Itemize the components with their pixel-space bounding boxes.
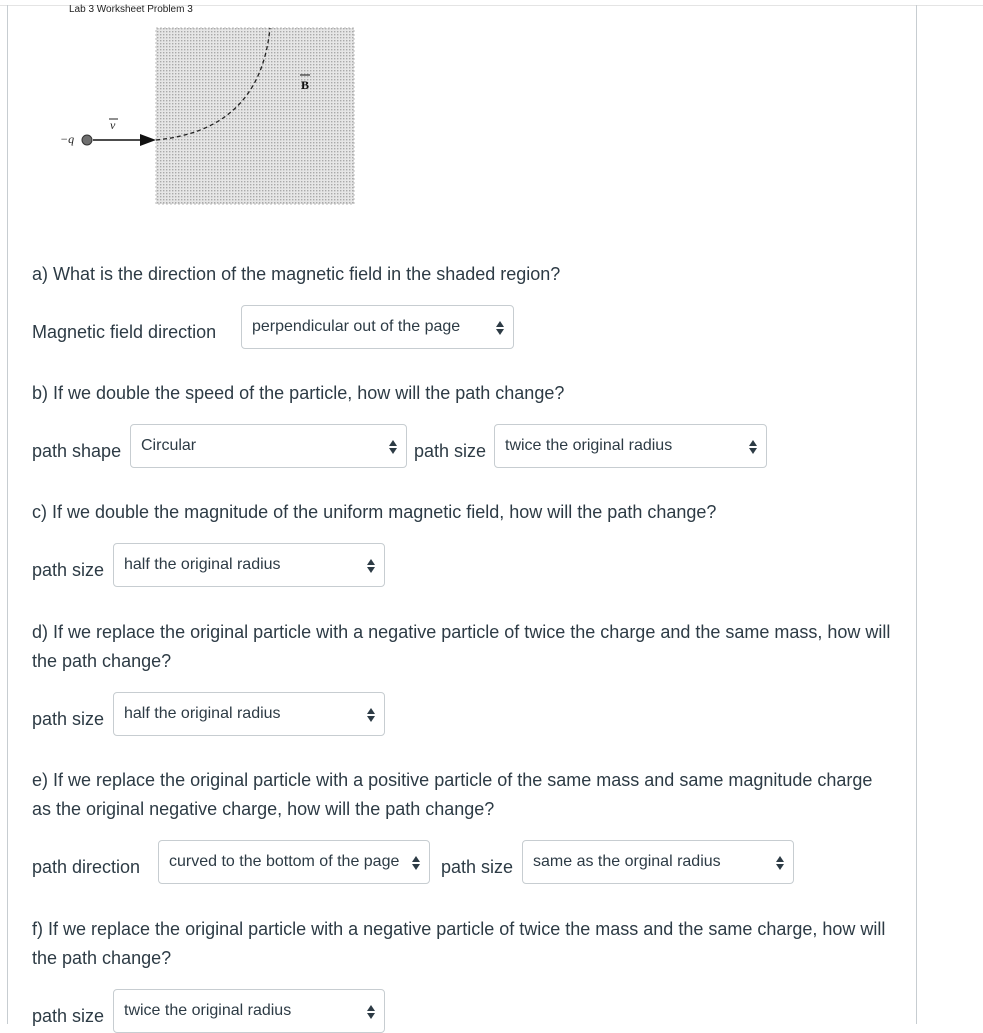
velocity-label: v [110,118,116,132]
field-direction-label: Magnetic field direction [32,322,217,342]
question-e: e) If we replace the original particle with a positive particle of the same mass and same magnitude charge as the original negative charge, how will the path change? [32,770,873,819]
question-b: b) If we double the speed of the particle, how will the path change? [32,383,565,403]
select-arrows-icon [776,855,784,871]
select-arrows-icon [367,558,375,574]
question-a: a) What is the direction of the magnetic field in the shaded region? [32,264,561,284]
field-direction-select[interactable] [241,305,514,349]
path-size-label: path size [32,709,105,729]
charge-circle [82,135,92,145]
shaded-field-region [156,28,354,204]
path-shape-label: path shape [32,441,122,461]
path-size-label: path size [441,857,514,877]
select-value: twice the original radius [505,437,673,454]
question-d: d) If we replace the original particle with a negative particle of twice the charge and the same mass, how will the path change? [32,622,891,671]
path-size-select-b[interactable] [494,424,767,468]
path-size-select-c[interactable] [113,543,385,587]
select-arrows-icon [749,439,757,455]
select-arrows-icon [412,855,420,871]
select-value: same as the orginal radius [533,853,721,870]
path-direction-label: path direction [32,857,141,877]
magnetic-field-figure [55,22,360,212]
question-c: c) If we double the magnitude of the uniform magnetic field, how will the path change? [32,502,717,522]
field-label [300,75,310,92]
select-value: Circular [141,437,197,454]
path-size-select-f[interactable] [113,989,385,1033]
select-arrows-icon [496,320,504,336]
content-border-left [7,5,8,1024]
path-shape-select[interactable] [130,424,407,468]
select-arrows-icon [367,707,375,723]
select-arrows-icon [367,1004,375,1020]
select-value: half the original radius [124,556,281,573]
figure-title: Lab 3 Worksheet Problem 3 [69,4,193,15]
path-size-select-d[interactable] [113,692,385,736]
select-value: twice the original radius [124,1002,292,1019]
select-value: curved to the bottom of the page [169,853,400,870]
select-value: half the original radius [124,705,281,722]
path-direction-select[interactable] [158,840,430,884]
path-size-select-e[interactable] [522,840,794,884]
velocity-arrowhead [140,134,156,146]
field-label-text: B [301,78,310,92]
path-size-label: path size [414,441,487,461]
select-arrows-icon [389,439,397,455]
charge-label: −q [60,132,75,146]
path-size-label: path size [32,1006,105,1026]
select-value: perpendicular out of the page [252,318,461,335]
question-f: f) If we replace the original particle with a negative particle of twice the mass and the same charge, how will the path change? [32,919,886,968]
content-border-right [916,5,917,1024]
path-size-label: path size [32,560,105,580]
